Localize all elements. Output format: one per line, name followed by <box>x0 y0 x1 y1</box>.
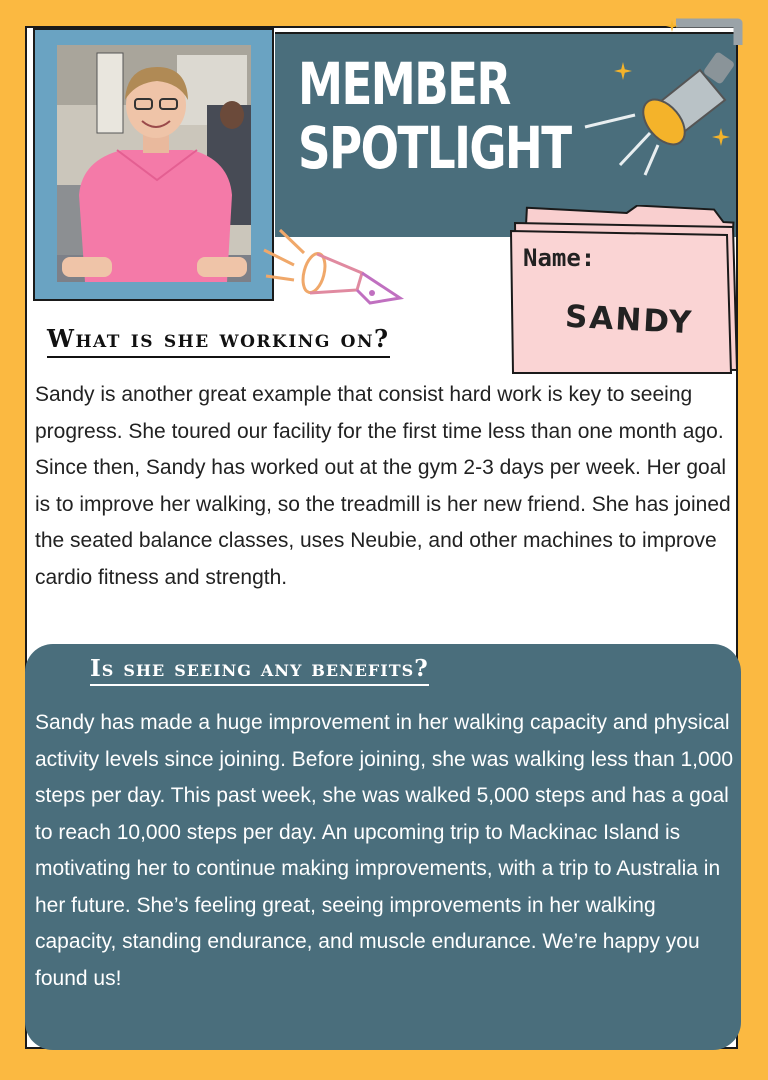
megaphone-icon <box>262 228 407 313</box>
sparkle-icon <box>666 20 678 32</box>
name-label: Name: <box>523 244 596 272</box>
page-title: MEMBER SPOTLIGHT <box>298 50 571 182</box>
section-body-benefits: Sandy has made a huge improvement in her walking capacity and physical activity levels since joining. Before joining, she was walking less than 1,000 steps per day. This past week, she was walked 5,000 steps and has a goal to reach 10,000 steps per day. An upcoming trip to Mackinac Island is motivating her to continue making improvements, with a trip to Australia in her future. She’s feeling great, seeing improvements in her walking capacity, standing endurance, and muscle endurance. We’re happy you found us! <box>35 711 734 990</box>
sparkle-icon <box>712 128 730 146</box>
member-photo <box>57 45 251 282</box>
member-name: SANDY <box>564 298 695 342</box>
section-heading-benefits: Is she seeing any benefits? <box>90 655 429 686</box>
folder-icon <box>505 205 745 380</box>
sparkle-icon <box>614 62 632 80</box>
section-body-working-on: Sandy is another great example that consist hard work is key to seeing progress. She toured our facility for the first time less than one month ago. Since then, Sandy has worked out at the gym 2-3 days per week. Her goal is to improve her walking, so the treadmill is her new friend. She has joined the seated balance classes, uses Neubie, and other machines to improve cardio fitness and strength. <box>35 383 731 589</box>
spotlight-icon <box>580 15 760 185</box>
section-heading-working-on: What is she working on? <box>47 324 390 358</box>
